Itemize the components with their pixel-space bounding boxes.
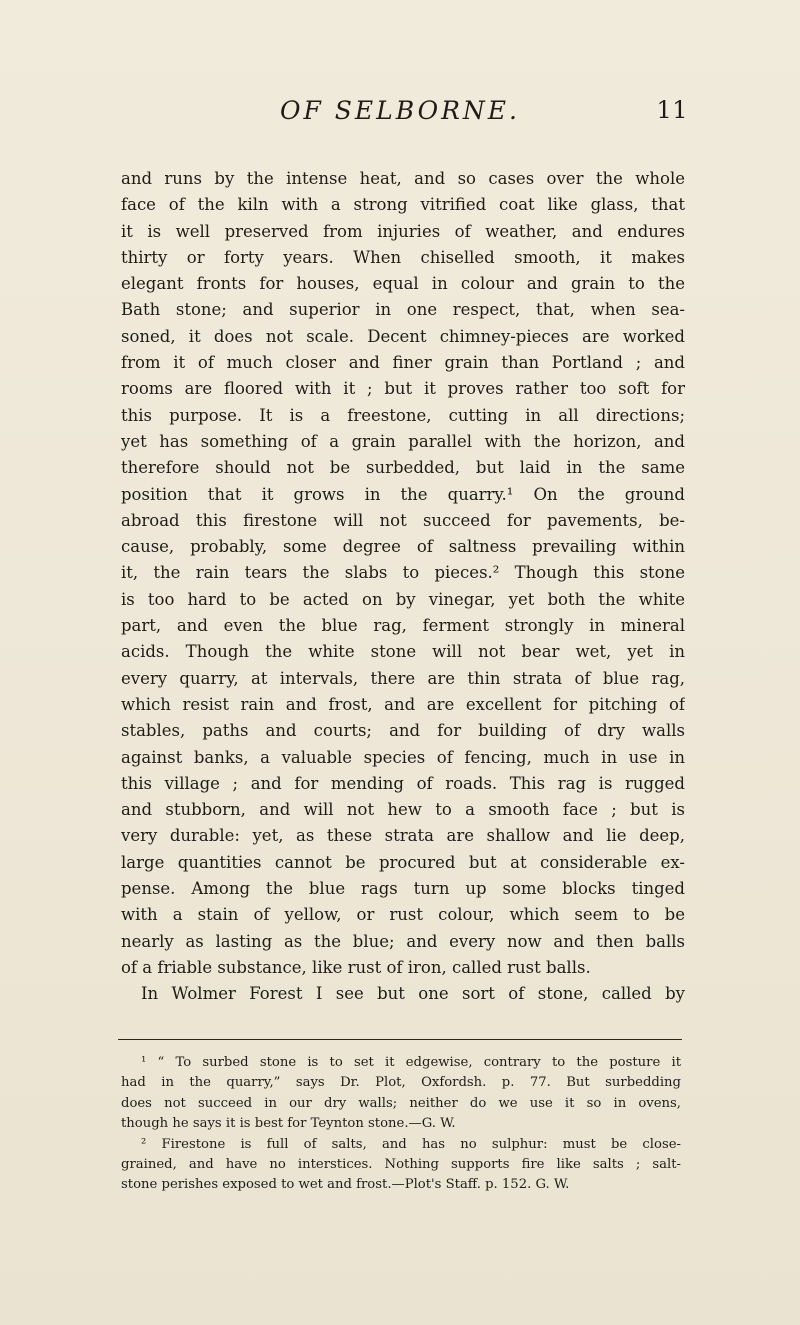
body-line: soned, it does not scale. Decent chimney-pieces are worked (121, 326, 685, 346)
body-line: Bath stone; and superior in one respect, that, when sea- (121, 300, 685, 320)
body-line: large quantities cannot be procured but at considerable ex- (121, 852, 685, 872)
body-line: thirty or forty years. When chiselled smooth, it makes (121, 247, 685, 267)
body-line: this purpose. It is a freestone, cutting in all directions; (121, 405, 685, 425)
body-line: from it of much closer and finer grain than Portland ; and (121, 353, 685, 373)
footnote-line: had in the quarry,” says Dr. Plot, Oxfordsh. p. 77. But surbedding (121, 1075, 681, 1091)
body-line: against banks, a valuable species of fencing, much in use in (121, 747, 685, 767)
body-line: every quarry, at intervals, there are thin strata of blue rag, (121, 668, 685, 688)
body-line: is too hard to be acted on by vinegar, yet both the white (121, 589, 685, 609)
body-line: nearly as lasting as the blue; and every now and then balls (121, 931, 685, 951)
body-line: face of the kiln with a strong vitrified coat like glass, that (121, 195, 685, 215)
body-line: cause, probably, some degree of saltness prevailing within (121, 537, 685, 557)
body-line: pense. Among the blue rags turn up some blocks tinged (121, 879, 685, 899)
body-text (121, 166, 685, 1008)
running-title: OF SELBORNE. (280, 96, 520, 125)
page-number: 11 (656, 96, 688, 124)
body-line: and runs by the intense heat, and so cases over the whole (121, 169, 685, 188)
body-line: therefore should not be surbedded, but laid in the same (121, 458, 685, 478)
body-line: with a stain of yellow, or rust colour, which seem to be (121, 905, 685, 925)
page-header (120, 96, 688, 136)
footnote-rule (118, 1039, 682, 1040)
body-line: this village ; and for mending of roads. This rag is rugged (121, 773, 685, 793)
footnote-line: does not succeed in our dry walls; neither do we use it so in ovens, (121, 1095, 681, 1111)
body-line: of a friable substance, like rust of iron, called rust balls. (121, 957, 591, 977)
footnote-line: ¹ “ To surbed stone is to set it edgewise, contrary to the posture it (141, 1055, 681, 1070)
footnote-line: grained, and have no interstices. Nothing supports fire like salts ; salt- (121, 1157, 681, 1173)
body-line: it is well preserved from injuries of weather, and endures (121, 221, 685, 241)
body-line: it, the rain tears the slabs to pieces.² Though this stone (121, 563, 685, 583)
footnote-line: stone perishes exposed to wet and frost.—Plot's Staff. p. 152. G. W. (121, 1177, 570, 1193)
body-line: position that it grows in the quarry.¹ On the ground (121, 484, 685, 504)
body-line: elegant fronts for houses, equal in colour and grain to the (121, 274, 685, 294)
footnote-line: ² Firestone is full of salts, and has no sulphur: must be close- (141, 1136, 681, 1152)
body-line: abroad this firestone will not succeed for pavements, be- (121, 510, 685, 530)
footnotes (121, 1053, 681, 1196)
body-line: rooms are floored with it ; but it proves rather too soft for (121, 379, 685, 399)
body-line: which resist rain and frost, and are excellent for pitching of (121, 694, 685, 714)
footnote-line: though he says it is best for Teynton stone.—G. W. (121, 1116, 456, 1132)
body-line: part, and even the blue rag, ferment strongly in mineral (121, 616, 685, 636)
body-line: acids. Though the white stone will not bear wet, yet in (121, 642, 685, 662)
body-line: and stubborn, and will not hew to a smooth face ; but is (121, 800, 685, 820)
body-line: stables, paths and courts; and for building of dry walls (121, 721, 685, 741)
body-line: yet has something of a grain parallel with the horizon, and (121, 431, 685, 451)
body-line: In Wolmer Forest I see but one sort of stone, called by (141, 984, 685, 1004)
body-line: very durable: yet, as these strata are shallow and lie deep, (121, 826, 685, 846)
